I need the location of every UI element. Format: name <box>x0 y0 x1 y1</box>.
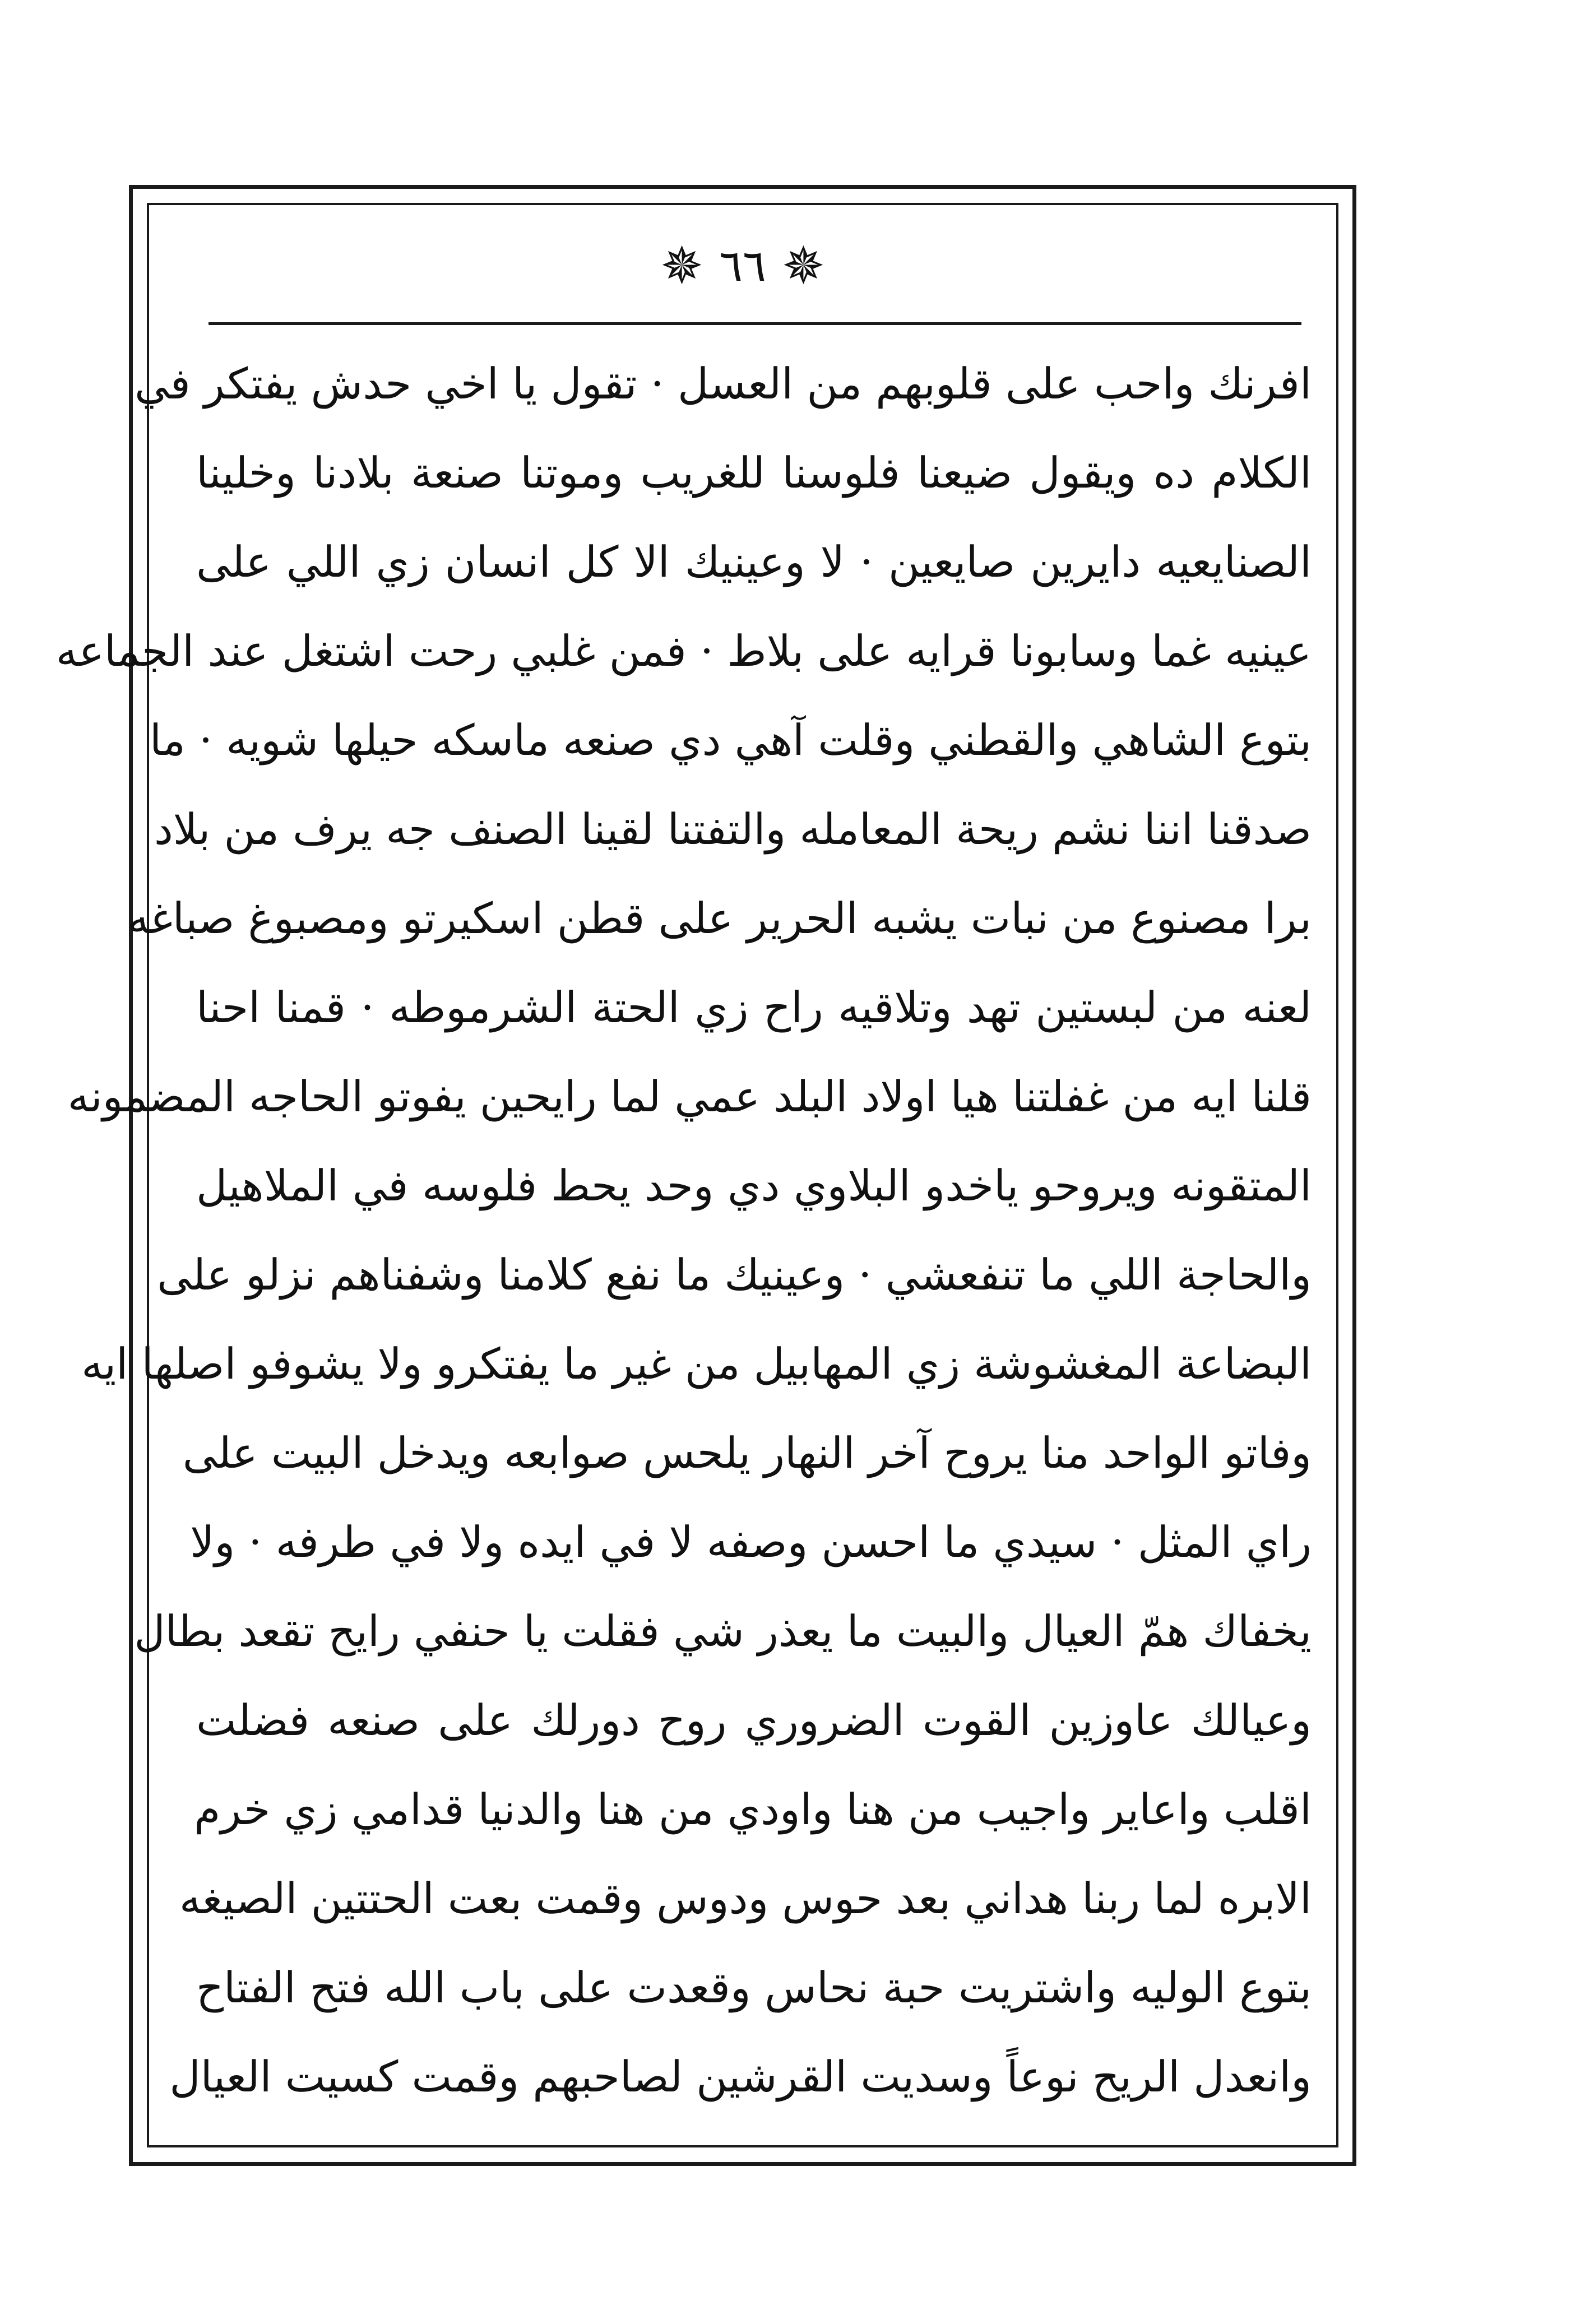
page-number: ٦٦ <box>719 241 766 291</box>
ornament-right-icon: ✵ <box>781 236 825 296</box>
text-line: البضاعة المغشوشة زي المهابيل من غير ما يفتكرو ولا يشوفو اصلها ايه <box>81 1338 1312 1389</box>
text-line: برا مصنوع من نبات يشبه الحرير على قطن اسكيرتو ومصبوغ صباغه <box>127 893 1312 943</box>
text-line: المتقونه ويروحو ياخدو البلاوي دي وحد يحط فلوسه في الملاهيل <box>196 1160 1312 1210</box>
text-line: وعيالك عاوزين القوت الضروري روح دورلك على صنعه فضلت <box>196 1695 1312 1745</box>
text-line: وفاتو الواحد منا يروح آخر النهار يلحس صوابعه ويدخل البيت على <box>182 1427 1312 1478</box>
body-text <box>55 339 1312 2121</box>
text-line: الصنايعيه دايرين صايعين · لا وعينيك الا كل انسان زي اللي على <box>196 536 1312 587</box>
text-line: صدقنا اننا نشم ريحة المعامله والتفتنا لقينا الصنف جه يرف من بلاد <box>154 804 1312 854</box>
page-header <box>147 224 1338 308</box>
text-line: لعنه من لبستين تهد وتلاقيه راح زي الحتة الشرموطه · قمنا احنا <box>196 982 1312 1032</box>
text-line: الكلام ده ويقول ضيعنا فلوسنا للغريب وموتنا صنعة بلادنا وخلينا <box>196 447 1312 498</box>
text-line: وانعدل الريح نوعاً وسديت القرشين لصاحبهم وقمت كسيت العيال <box>169 2051 1312 2102</box>
text-line: راي المثل · سيدي ما احسن وصفه لا في ايده ولا في طرفه · ولا <box>190 1516 1312 1567</box>
ornament-left-icon: ✵ <box>660 236 704 296</box>
text-line: قلنا ايه من غفلتنا هيا اولاد البلد عمي لما رايحين يفوتو الحاجه المضمونه <box>67 1071 1312 1121</box>
text-line: اقلب واعاير واجيب من هنا واودي من هنا والدنيا قدامي زي خرم <box>194 1784 1312 1834</box>
text-line: افرنك واحب على قلوبهم من العسل · تقول يا اخي حدش يفتكر في <box>135 358 1312 409</box>
text-line: الابره لما ربنا هداني بعد حوس ودوس وقمت بعت الحتتين الصيغه <box>179 1873 1312 1923</box>
text-line: يخفاك همّ العيال والبيت ما يعذر شي فقلت يا حنفي رايح تقعد بطال <box>134 1606 1312 1656</box>
text-line: عينيه غما وسابونا قرايه على بلاط · فمن غلبي رحت اشتغل عند الجماعه <box>55 625 1312 676</box>
header-divider <box>208 322 1301 325</box>
text-line: بتوع الوليه واشتريت حبة نحاس وقعدت على باب الله فتح الفتاح <box>196 1962 1312 2012</box>
text-line: بتوع الشاهي والقطني وقلت آهي دي صنعه ماسكه حيلها شويه · ما <box>149 715 1312 765</box>
text-line: والحاجة اللي ما تنفعشي · وعينيك ما نفع كلامنا وشفناهم نزلو على <box>157 1249 1312 1300</box>
